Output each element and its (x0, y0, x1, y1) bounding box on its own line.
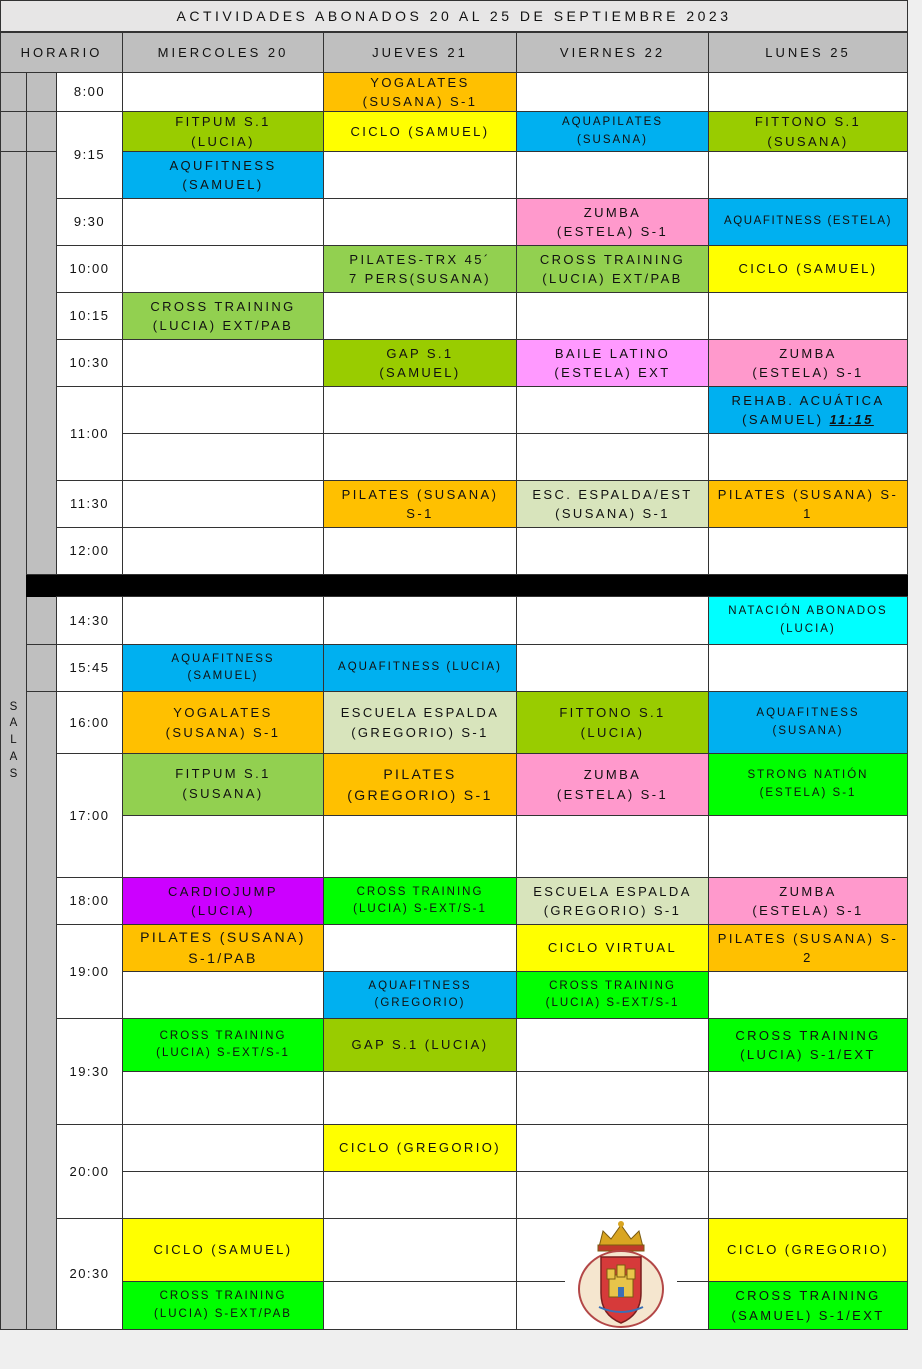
activity-cell: YOGALATES (SUSANA) S-1 (323, 72, 517, 112)
activity-text (731, 391, 884, 430)
empty-cell (323, 1281, 517, 1330)
activity-cell: BAILE LATINO (ESTELA) EXT (516, 339, 709, 387)
side-cell (26, 151, 57, 575)
empty-cell (122, 815, 324, 878)
activity-cell: ZUMBA (ESTELA) S-1 (708, 877, 908, 925)
empty-cell (708, 72, 908, 112)
time-cell: 18:00 (56, 877, 123, 925)
empty-cell (516, 151, 709, 199)
activity-cell: CROSS TRAINING (LUCIA) S-EXT/PAB (122, 1281, 324, 1330)
empty-cell (122, 527, 324, 575)
side-cell (26, 596, 57, 645)
empty-cell (122, 971, 324, 1019)
time-cell: 10:30 (56, 339, 123, 387)
empty-cell (323, 815, 517, 878)
activity-cell: CICLO (SAMUEL) (122, 1218, 324, 1282)
activity-cell: PILATES (GREGORIO) S-1 (323, 753, 517, 816)
empty-cell (516, 1124, 709, 1172)
activity-cell: CROSS TRAINING (LUCIA) S-1/EXT (708, 1018, 908, 1072)
activity-cell: AQUAPILATES (SUSANA) (516, 111, 709, 152)
activity-cell: FITTONO S.1 (LUCIA) (516, 691, 709, 754)
empty-cell (323, 151, 517, 199)
empty-cell (323, 1171, 517, 1219)
header-horario: HORARIO (0, 32, 123, 73)
empty-cell (323, 433, 517, 481)
crest-icon (565, 1219, 677, 1329)
empty-cell (323, 924, 517, 972)
empty-cell (122, 596, 324, 645)
activity-cell: CICLO (SAMUEL) (708, 245, 908, 293)
empty-cell (708, 292, 908, 340)
time-cell: 17:00 (56, 753, 123, 878)
time-cell: 11:00 (56, 386, 123, 481)
empty-cell (708, 815, 908, 878)
activity-cell: AQUAFITNESS (SAMUEL) (122, 644, 324, 692)
empty-cell (122, 386, 324, 434)
side-cell (26, 111, 57, 152)
activity-cell: CROSS TRAINING (LUCIA) S-EXT/S-1 (516, 971, 709, 1019)
empty-cell (516, 1171, 709, 1219)
side-cell (0, 72, 27, 112)
activity-cell: AQUAFITNESS (ESTELA) (708, 198, 908, 246)
empty-cell (516, 72, 709, 112)
empty-cell (708, 971, 908, 1019)
activity-cell: GAP S.1 (LUCIA) (323, 1018, 517, 1072)
activity-cell: CICLO (SAMUEL) (323, 111, 517, 152)
activity-cell: CROSS TRAINING (LUCIA) EXT/PAB (122, 292, 324, 340)
empty-cell (122, 433, 324, 481)
empty-cell (708, 151, 908, 199)
time-cell: 10:00 (56, 245, 123, 293)
activity-cell: PILATES (SUSANA) S- 2 (708, 924, 908, 972)
side-cell (0, 111, 27, 152)
empty-cell (516, 644, 709, 692)
side-cell (26, 691, 57, 1330)
time-cell: 19:30 (56, 1018, 123, 1125)
activity-cell: YOGALATES (SUSANA) S-1 (122, 691, 324, 754)
activity-cell: ZUMBA (ESTELA) S-1 (516, 753, 709, 816)
break-bar (26, 575, 908, 597)
coat-of-arms-logo (565, 1219, 677, 1329)
empty-cell (323, 198, 517, 246)
time-cell: 11:30 (56, 480, 123, 528)
header-miercoles: MIERCOLES 20 (122, 32, 324, 73)
empty-cell (122, 1071, 324, 1125)
empty-cell (516, 1018, 709, 1072)
activity-cell: CICLO VIRTUAL (516, 924, 709, 972)
empty-cell (122, 198, 324, 246)
activity-cell: ESC. ESPALDA/EST (SUSANA) S-1 (516, 480, 709, 528)
activity-time-highlight: 11:15 (829, 412, 874, 427)
activity-cell: CROSS TRAINING (LUCIA) S-EXT/S-1 (323, 877, 517, 925)
time-cell: 14:30 (56, 596, 123, 645)
empty-cell (516, 433, 709, 481)
activity-cell: ZUMBA (ESTELA) S-1 (708, 339, 908, 387)
time-cell: 10:15 (56, 292, 123, 340)
empty-cell (122, 339, 324, 387)
schedule-title: ACTIVIDADES ABONADOS 20 AL 25 DE SEPTIEMBRE 2023 (0, 0, 908, 32)
activity-cell: CICLO (GREGORIO) (708, 1218, 908, 1282)
activity-cell: GAP S.1 (SAMUEL) (323, 339, 517, 387)
time-cell: 9:30 (56, 198, 123, 246)
activity-cell: PILATES-TRX 45´ 7 PERS(SUSANA) (323, 245, 517, 293)
empty-cell (708, 1124, 908, 1172)
empty-cell (516, 386, 709, 434)
empty-cell (323, 292, 517, 340)
activity-label: REHAB. ACUÁTICA (SAMUEL) (731, 392, 885, 427)
empty-cell (323, 1218, 517, 1282)
empty-cell (122, 480, 324, 528)
header-jueves: JUEVES 21 (323, 32, 517, 73)
activity-cell: ESCUELA ESPALDA (GREGORIO) S-1 (323, 691, 517, 754)
activity-cell: FITTONO S.1 (SUSANA) (708, 111, 908, 152)
activity-cell: CICLO (GREGORIO) (323, 1124, 517, 1172)
empty-cell (516, 527, 709, 575)
time-cell: 16:00 (56, 691, 123, 754)
empty-cell (122, 72, 324, 112)
activity-cell: FITPUM S.1 (LUCIA) (122, 111, 324, 152)
activity-cell: CARDIOJUMP (LUCIA) (122, 877, 324, 925)
empty-cell (708, 1171, 908, 1219)
empty-cell (323, 527, 517, 575)
activity-cell: AQUAFITNESS (LUCIA) (323, 644, 517, 692)
activity-cell: CROSS TRAINING (SAMUEL) S-1/EXT (708, 1281, 908, 1330)
activity-cell: AQUFITNESS (SAMUEL) (122, 151, 324, 199)
header-lunes: LUNES 25 (708, 32, 908, 73)
side-cell (26, 644, 57, 692)
time-cell: 19:00 (56, 924, 123, 1019)
activity-cell (708, 386, 908, 434)
activity-cell: AQUAFITNESS (SUSANA) (708, 691, 908, 754)
empty-cell (516, 292, 709, 340)
time-cell: 20:00 (56, 1124, 123, 1219)
empty-cell (708, 1071, 908, 1125)
activity-cell: ZUMBA (ESTELA) S-1 (516, 198, 709, 246)
empty-cell (708, 644, 908, 692)
activity-cell: PILATES (SUSANA) S- 1 (708, 480, 908, 528)
time-cell: 20:30 (56, 1218, 123, 1330)
empty-cell (708, 527, 908, 575)
activity-cell: PILATES (SUSANA) S-1/PAB (122, 924, 324, 972)
activity-cell: PILATES (SUSANA) S-1 (323, 480, 517, 528)
activity-cell: FITPUM S.1 (SUSANA) (122, 753, 324, 816)
activity-cell: CROSS TRAINING (LUCIA) EXT/PAB (516, 245, 709, 293)
salas-label: S A L A S (0, 151, 27, 1330)
empty-cell (122, 1171, 324, 1219)
side-cell (26, 72, 57, 112)
time-cell: 15:45 (56, 644, 123, 692)
empty-cell (516, 596, 709, 645)
activity-cell: CROSS TRAINING (LUCIA) S-EXT/S-1 (122, 1018, 324, 1072)
activity-cell: NATACIÓN ABONADOS (LUCIA) (708, 596, 908, 645)
empty-cell (323, 386, 517, 434)
activity-cell: STRONG NATIÓN (ESTELA) S-1 (708, 753, 908, 816)
empty-cell (323, 1071, 517, 1125)
activity-cell: AQUAFITNESS (GREGORIO) (323, 971, 517, 1019)
empty-cell (516, 815, 709, 878)
empty-cell (122, 1124, 324, 1172)
activity-cell: ESCUELA ESPALDA (GREGORIO) S-1 (516, 877, 709, 925)
empty-cell (516, 1071, 709, 1125)
time-cell: 9:15 (56, 111, 123, 199)
empty-cell (122, 245, 324, 293)
empty-cell (323, 596, 517, 645)
empty-cell (708, 433, 908, 481)
time-cell: 12:00 (56, 527, 123, 575)
time-cell: 8:00 (56, 72, 123, 112)
header-viernes: VIERNES 22 (516, 32, 709, 73)
